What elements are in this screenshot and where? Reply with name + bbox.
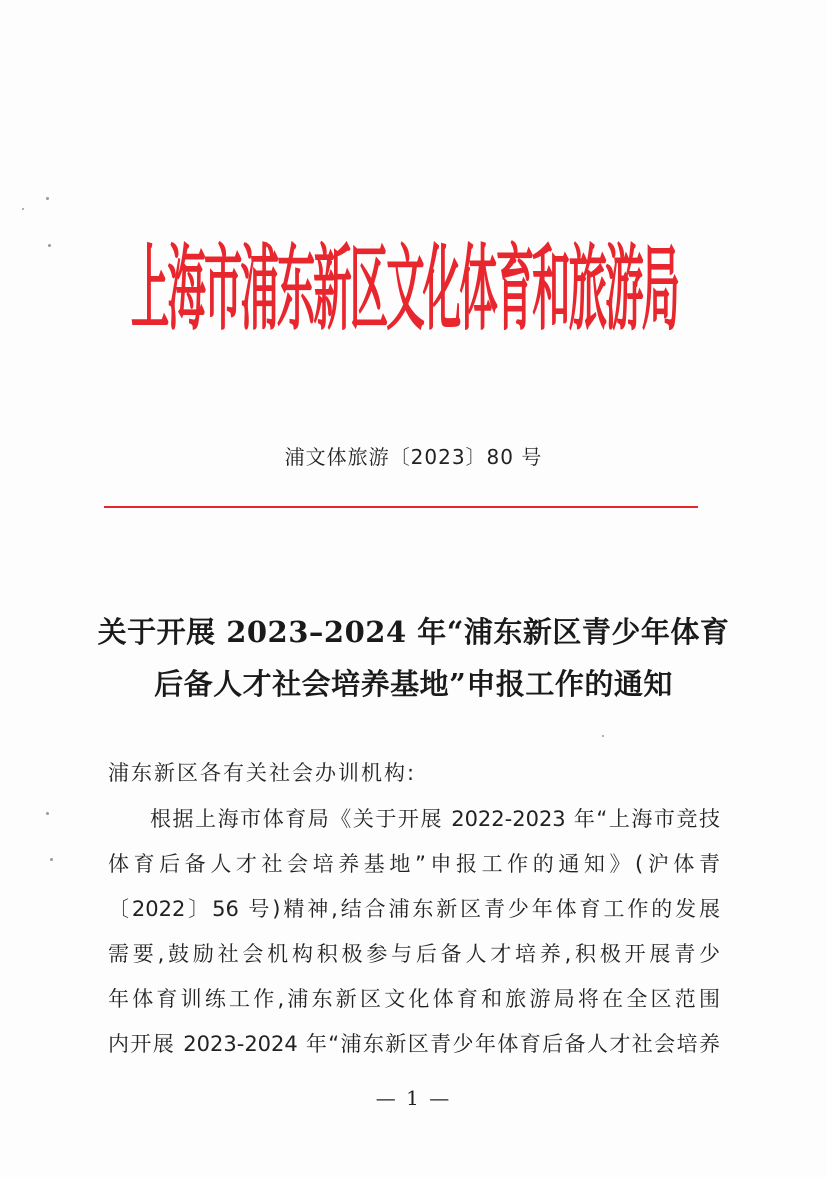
scan-speck: [46, 812, 49, 815]
notice-title-line: 关于开展 2023–2024 年“浦东新区青少年体育: [97, 615, 730, 649]
body-line: 根据上海市体育局《关于开展 2022-2023 年“上海市竞技: [150, 807, 720, 831]
scan-speck: [48, 244, 51, 247]
notice-title: [60, 606, 767, 710]
issuing-organization-name: 上海市浦东新区文化体育和旅游局: [130, 235, 678, 344]
body-line: 内开展 2023-2024 年“浦东新区青少年体育后备人才社会培养: [108, 1032, 720, 1056]
salutation: 浦东新区各有关社会办训机构:: [108, 761, 417, 785]
document-number: 浦文体旅游〔2023〕80 号: [284, 445, 543, 469]
scan-speck: [22, 208, 24, 210]
body-line: 需要,鼓励社会机构积极参与后备人才培养,积极开展青少: [108, 942, 720, 966]
scan-speck: [50, 858, 53, 861]
issuing-organization-header: [104, 222, 704, 342]
notice-title-line: 后备人才社会培养基地”申报工作的通知: [154, 667, 673, 701]
body-line: 体育后备人才社会培养基地”申报工作的通知》(沪体青: [108, 852, 720, 876]
page-number: — 1 —: [375, 1086, 452, 1110]
body-line: 〔2022〕56 号)精神,结合浦东新区青少年体育工作的发展: [108, 897, 720, 921]
red-divider-line: [104, 506, 698, 508]
scan-speck: [602, 735, 604, 737]
body-line: 年体育训练工作,浦东新区文化体育和旅游局将在全区范围: [108, 987, 720, 1011]
scan-speck: [46, 197, 49, 200]
notice-body: [108, 797, 720, 1067]
